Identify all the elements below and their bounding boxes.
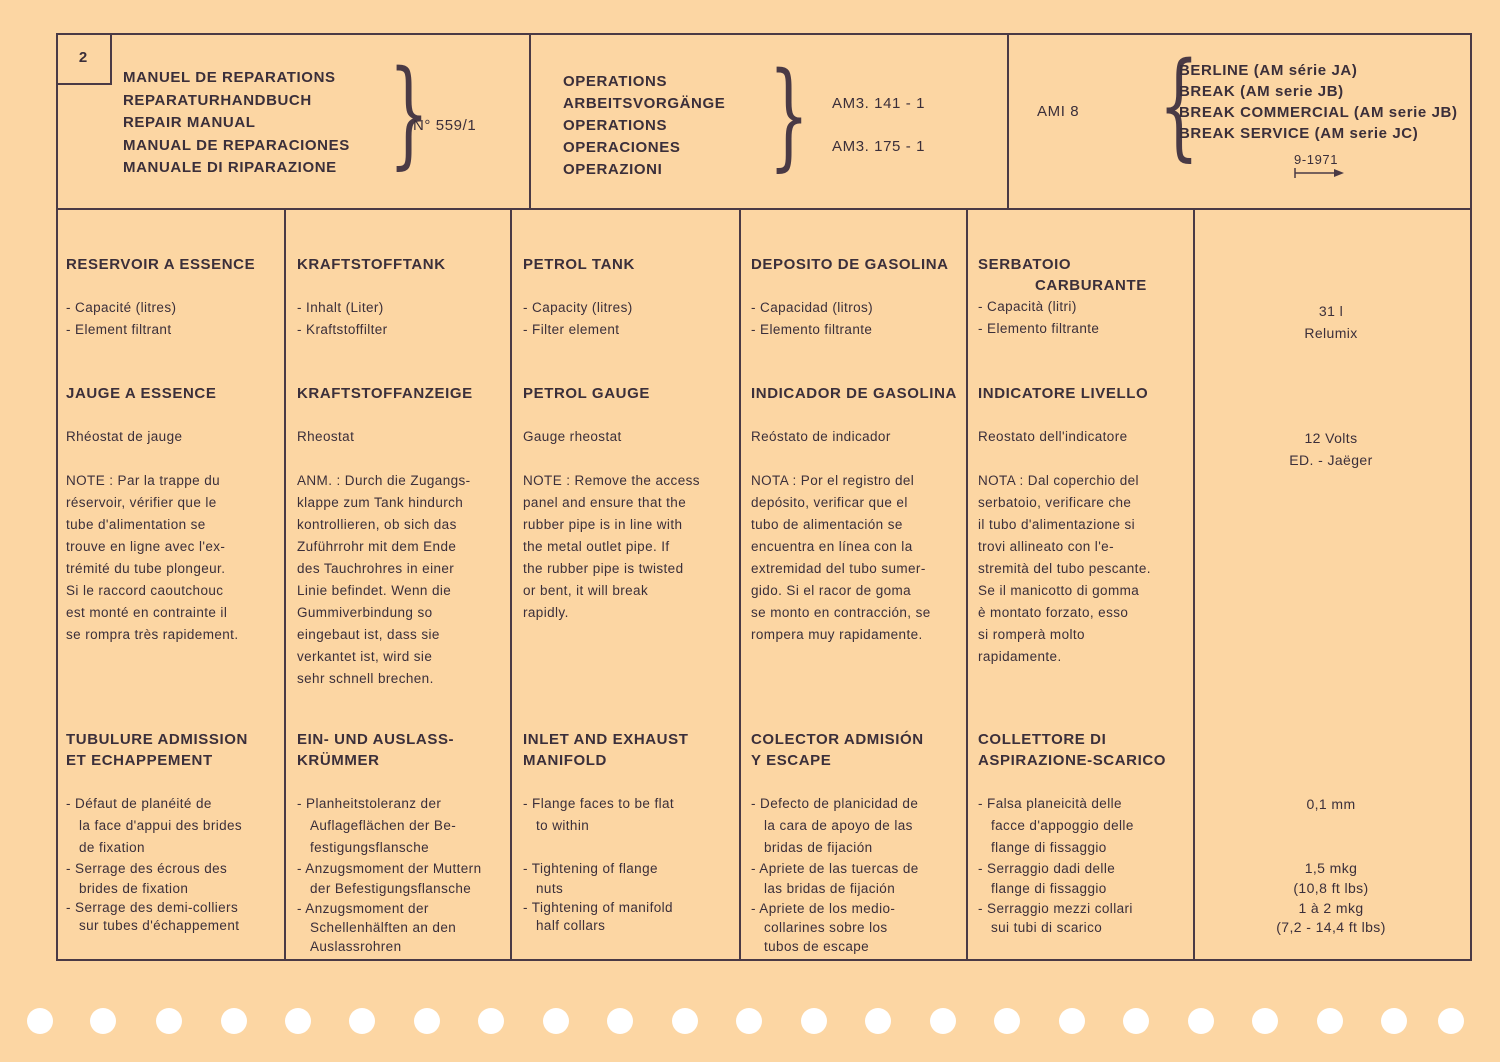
column-divider — [284, 208, 286, 961]
spec-label: tubos de escape — [764, 939, 870, 954]
spec-label: Reóstato de indicador — [751, 429, 891, 444]
column-divider — [1193, 208, 1195, 961]
section-title: JAUGE A ESSENCE — [66, 385, 217, 402]
punch-hole — [736, 1008, 762, 1034]
spec-value: (7,2 - 14,4 ft lbs) — [1276, 919, 1386, 935]
note-line: extremidad del tubo sumer- — [751, 561, 926, 576]
note-line: il tubo d'alimentazione si — [978, 517, 1136, 532]
vehicle-model: AMI 8 — [1037, 103, 1080, 120]
page-number: 2 — [56, 33, 112, 85]
manual-title-it: MANUALE DI RIPARAZIONE — [123, 159, 337, 176]
spec-label: las bridas de fijación — [764, 881, 896, 896]
spec-label: - Anzugsmoment der Muttern — [297, 861, 482, 876]
punch-hole — [221, 1008, 247, 1034]
spec-value: (10,8 ft lbs) — [1293, 880, 1369, 896]
punch-hole — [930, 1008, 956, 1034]
operation-code: AM3. 175 - 1 — [832, 138, 926, 155]
spec-label: - Falsa planeicità delle — [978, 796, 1122, 811]
punch-hole — [1188, 1008, 1214, 1034]
manual-titles — [123, 67, 350, 180]
spec-label: Gauge rheostat — [523, 429, 622, 444]
note-line: verkantet ist, wird sie — [297, 649, 433, 664]
punch-hole — [994, 1008, 1020, 1034]
note-line: rapidamente. — [978, 649, 1062, 664]
tank-it — [978, 254, 1147, 340]
spec-label: - Serrage des écrous des — [66, 861, 228, 876]
manifold-nut-torque-value — [1196, 858, 1466, 898]
spec-label: - Elemento filtrante — [978, 321, 1100, 336]
manifold-es — [751, 729, 924, 956]
spec-label: brides de fixation — [79, 881, 189, 896]
manifold-en — [523, 729, 688, 935]
punch-hole — [478, 1008, 504, 1034]
spec-label: - Apriete de los medio- — [751, 901, 896, 916]
gauge-fr — [66, 383, 282, 646]
spec-value: Relumix — [1304, 325, 1358, 341]
spec-label: - Elemento filtrante — [751, 322, 873, 337]
manifold-fr — [66, 729, 248, 935]
spec-label: - Tightening of flange — [523, 861, 658, 876]
tank-de — [297, 254, 446, 341]
note-line: tube d'alimentation se — [66, 517, 206, 532]
spec-value: ED. - Jaëger — [1289, 452, 1373, 468]
section-title: KRÜMMER — [297, 752, 380, 769]
section-title: MANIFOLD — [523, 752, 607, 769]
tank-fr — [66, 254, 255, 341]
note-line: depósito, verificar que el — [751, 495, 908, 510]
spec-value: 1 à 2 mkg — [1298, 900, 1364, 916]
section-title: ET ECHAPPEMENT — [66, 752, 213, 769]
punch-hole — [414, 1008, 440, 1034]
note-line: rompera muy rapidamente. — [751, 627, 923, 642]
operations-fr: OPERATIONS — [563, 73, 668, 90]
section-title: EIN- UND AUSLASS- — [297, 731, 455, 748]
section-title: INDICATORE LIVELLO — [978, 385, 1149, 402]
section-title: PETROL TANK — [523, 256, 635, 273]
column-divider — [966, 208, 968, 961]
manifold-flatness-value — [1196, 793, 1466, 815]
spec-label: - Serraggio mezzi collari — [978, 901, 1133, 916]
note-line: or bent, it will break — [523, 583, 649, 598]
note-line: the metal outlet pipe. If — [523, 539, 670, 554]
spec-label: - Element filtrant — [66, 322, 172, 337]
operation-titles — [563, 71, 725, 181]
note-line: Linie befindet. Wenn die — [297, 583, 452, 598]
section-title: SERBATOIO — [978, 256, 1072, 273]
tank-es — [751, 254, 949, 341]
spec-label: - Serraggio dadi delle — [978, 861, 1116, 876]
punch-hole — [1123, 1008, 1149, 1034]
manual-title-es: MANUAL DE REPARACIONES — [123, 136, 350, 154]
spec-label: festigungsflansche — [310, 840, 430, 855]
header-column-divider — [1007, 33, 1009, 209]
operations-en: OPERATIONS — [563, 117, 668, 134]
vehicle-variant: BREAK COMMERCIAL (AM serie JB) — [1179, 104, 1458, 121]
punch-hole — [90, 1008, 116, 1034]
section-title: KRAFTSTOFFANZEIGE — [297, 385, 473, 402]
note-line: the rubber pipe is twisted — [523, 561, 684, 576]
spec-value: 31 l — [1318, 303, 1344, 319]
spec-label: - Defecto de planicidad de — [751, 796, 919, 811]
brace-icon: } — [768, 48, 810, 183]
spec-label: - Kraftstoffilter — [297, 322, 388, 337]
spec-label: - Planheitstoleranz der — [297, 796, 442, 811]
gauge-es — [751, 383, 957, 646]
issue-date: 9-1971 — [1294, 152, 1339, 167]
section-title: COLLETTORE DI — [978, 731, 1107, 748]
vehicle-variant: BERLINE (AM série JA) — [1179, 62, 1358, 79]
punch-hole — [672, 1008, 698, 1034]
vehicle-variants — [1179, 60, 1458, 144]
note-line: kontrollieren, ob sich das — [297, 517, 457, 532]
punch-hole — [1381, 1008, 1407, 1034]
note-line: è montato forzato, esso — [978, 605, 1129, 620]
punch-hole — [27, 1008, 53, 1034]
section-title: Y ESCAPE — [751, 752, 832, 769]
spec-label: - Tightening of manifold — [523, 900, 673, 915]
spec-label: - Filter element — [523, 322, 620, 337]
operations-de: ARBEITSVORGÄNGE — [563, 95, 726, 112]
punch-hole — [1059, 1008, 1085, 1034]
note-line: ANM. : Durch die Zugangs- — [297, 473, 471, 488]
spec-label: Auslassrohren — [310, 939, 402, 954]
spec-label: - Inhalt (Liter) — [297, 300, 384, 315]
punch-hole — [1438, 1008, 1464, 1034]
header-column-divider — [529, 33, 531, 209]
note-line: si romperà molto — [978, 627, 1085, 642]
arrow-right-icon — [1294, 167, 1344, 179]
spec-label: sui tubi di scarico — [991, 920, 1103, 935]
note-line: serbatoio, verificare che — [978, 495, 1132, 510]
note-line: trouve en ligne avec l'ex- — [66, 539, 226, 554]
note-line: Si le raccord caoutchouc — [66, 583, 224, 598]
header-divider — [56, 208, 1472, 210]
spec-value: 0,1 mm — [1306, 796, 1356, 812]
note-line: gido. Si el racor de goma — [751, 583, 912, 598]
punch-hole — [349, 1008, 375, 1034]
gauge-it — [978, 383, 1151, 668]
note-line: NOTE : Remove the access — [523, 473, 700, 488]
section-title: ASPIRAZIONE-SCARICO — [978, 752, 1167, 769]
spec-label: - Capacità (litri) — [978, 299, 1077, 314]
spec-label: facce d'appoggio delle — [991, 818, 1134, 833]
note-line: NOTA : Por el registro del — [751, 473, 915, 488]
punch-hole — [543, 1008, 569, 1034]
section-title: INLET AND EXHAUST — [523, 731, 689, 748]
note-line: NOTA : Dal coperchio del — [978, 473, 1139, 488]
operations-it: OPERAZIONI — [563, 161, 663, 178]
note-line: rubber pipe is in line with — [523, 517, 683, 532]
brace-icon: { — [1158, 38, 1200, 173]
column-divider — [510, 208, 512, 961]
note-line: rapidly. — [523, 605, 569, 620]
section-title: RESERVOIR A ESSENCE — [66, 256, 256, 273]
spec-label: - Anzugsmoment der — [297, 901, 429, 916]
manifold-it — [978, 729, 1166, 937]
section-title: PETROL GAUGE — [523, 385, 650, 402]
operation-code: AM3. 141 - 1 — [832, 95, 926, 112]
spec-label: - Flange faces to be flat — [523, 796, 675, 811]
note-line: panel and ensure that the — [523, 495, 687, 510]
note-line: est monté en contrainte il — [66, 605, 228, 620]
manual-title-de: REPARATURHANDBUCH — [123, 91, 312, 109]
operations-es: OPERACIONES — [563, 139, 681, 156]
gauge-values — [1196, 427, 1466, 471]
spec-label: - Capacity (litres) — [523, 300, 633, 315]
note-line: Se il manicotto di gomma — [978, 583, 1140, 598]
note-line: trémité du tube plongeur. — [66, 561, 226, 576]
punch-hole — [156, 1008, 182, 1034]
spec-label: bridas de fijación — [764, 840, 873, 855]
note-line: des Tauchrohres in einer — [297, 561, 455, 576]
tank-values — [1196, 300, 1466, 344]
spec-label: Auflageflächen der Be- — [310, 818, 457, 833]
section-title: CARBURANTE — [1035, 277, 1147, 294]
note-line: se monto en contracción, se — [751, 605, 931, 620]
punch-hole — [1317, 1008, 1343, 1034]
note-line: réservoir, vérifier que le — [66, 495, 217, 510]
gauge-en — [523, 383, 700, 624]
spec-value: 12 Volts — [1304, 430, 1358, 446]
punch-hole — [865, 1008, 891, 1034]
manual-number: N° 559/1 — [413, 117, 477, 134]
spec-label: flange di fissaggio — [991, 840, 1107, 855]
spec-label: der Befestigungsflansche — [310, 881, 472, 896]
vehicle-variant: BREAK SERVICE (AM serie JC) — [1179, 125, 1419, 142]
vehicle-variant: BREAK (AM serie JB) — [1179, 83, 1344, 100]
punch-hole — [801, 1008, 827, 1034]
manual-title-fr: MANUEL DE REPARATIONS — [123, 69, 336, 86]
brace-icon: } — [388, 46, 430, 181]
note-line: Zuführrohr mit dem Ende — [297, 539, 457, 554]
spec-label: Reostato dell'indicatore — [978, 429, 1128, 444]
gauge-de — [297, 383, 473, 690]
spec-label: - Apriete de las tuercas de — [751, 861, 919, 876]
spec-label: Rhéostat de jauge — [66, 429, 183, 444]
spec-label: Rheostat — [297, 429, 355, 444]
spec-label: nuts — [536, 881, 564, 896]
punch-hole — [285, 1008, 311, 1034]
spec-label: - Serrage des demi-colliers — [66, 900, 239, 915]
spec-label: sur tubes d'échappement — [79, 918, 240, 933]
note-line: NOTE : Par la trappe du — [66, 473, 221, 488]
spec-label: half collars — [536, 918, 606, 933]
spec-label: flange di fissaggio — [991, 881, 1107, 896]
spec-label: Schellenhälften an den — [310, 920, 457, 935]
note-line: eingebaut ist, dass sie — [297, 627, 440, 642]
column-divider — [739, 208, 741, 961]
note-line: trovi allineato con l'e- — [978, 539, 1114, 554]
manual-title-en: REPAIR MANUAL — [123, 114, 256, 131]
note-line: Gummiverbindung so — [297, 605, 433, 620]
spec-label: to within — [536, 818, 590, 833]
spec-label: de fixation — [79, 840, 145, 855]
spec-label: - Capacité (litres) — [66, 300, 177, 315]
spec-label: collarines sobre los — [764, 920, 888, 935]
section-title: COLECTOR ADMISIÓN — [751, 731, 924, 748]
spec-label: la cara de apoyo de las — [764, 818, 913, 833]
spec-label: la face d'appui des brides — [79, 818, 243, 833]
section-title: KRAFTSTOFFTANK — [297, 256, 446, 273]
spec-label: - Capacidad (litros) — [751, 300, 874, 315]
note-line: encuentra en línea con la — [751, 539, 913, 554]
manifold-de — [297, 729, 481, 956]
spec-value: 1,5 mkg — [1304, 860, 1358, 876]
note-line: klappe zum Tank hindurch — [297, 495, 464, 510]
section-title: INDICADOR DE GASOLINA — [751, 385, 957, 402]
spec-label: - Défaut de planéité de — [66, 796, 212, 811]
manifold-collar-torque-value — [1196, 899, 1466, 937]
punch-hole — [1252, 1008, 1278, 1034]
note-line: stremità del tubo pescante. — [978, 561, 1151, 576]
punch-hole — [607, 1008, 633, 1034]
punch-holes — [0, 1008, 1500, 1038]
note-line: se rompra très rapidement. — [66, 627, 239, 642]
note-line: sehr schnell brechen. — [297, 671, 434, 686]
section-title: DEPOSITO DE GASOLINA — [751, 256, 949, 273]
note-line: tubo de alimentación se — [751, 517, 903, 532]
section-title: TUBULURE ADMISSION — [66, 731, 248, 748]
tank-en — [523, 254, 635, 341]
